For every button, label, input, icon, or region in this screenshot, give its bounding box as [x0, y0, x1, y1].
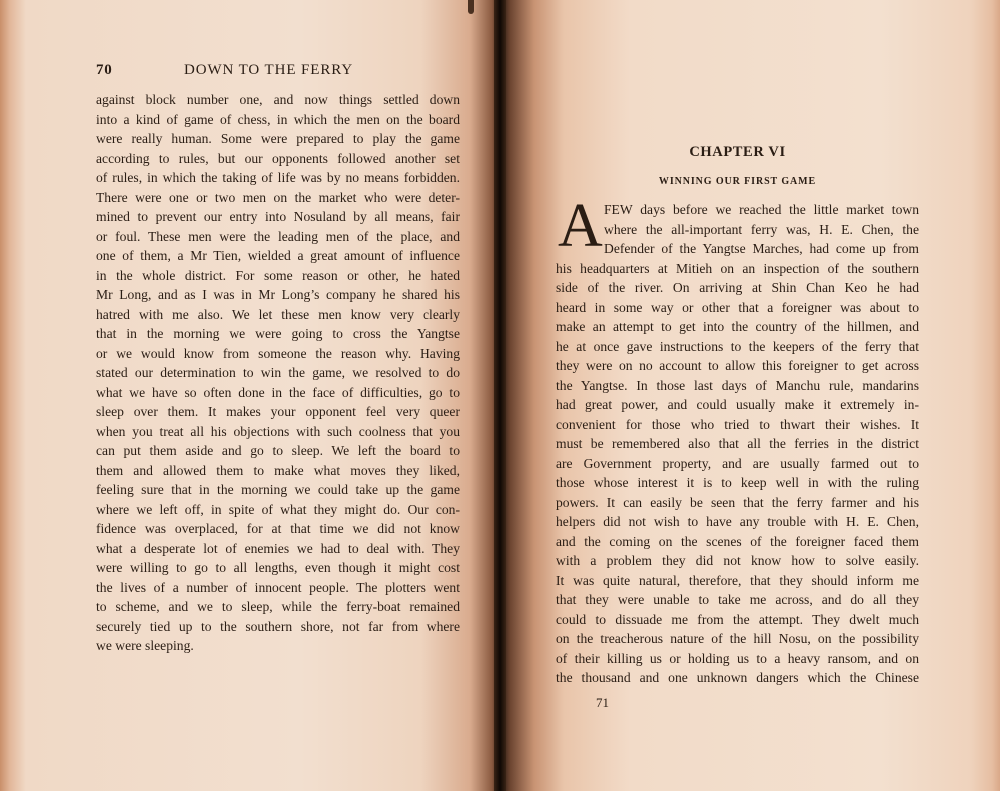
text-line: could to dissuade me from the attempt. They dwelt much — [556, 611, 919, 627]
text-line: FEW days before we reached the little market town — [604, 202, 919, 217]
left-page-number: 70 — [96, 62, 113, 78]
text-line: them and allowed them to make what moves they liked, — [96, 462, 460, 478]
text-line: when you treat all his objections with such coolness that you — [96, 423, 460, 439]
text-line: helpers did not wish to have any trouble with H. E. Chen, — [556, 514, 919, 529]
text-line: convenient for those who tried to thwart their wishes. It — [556, 416, 919, 432]
text-line: that they were unable to take me across, and do all they — [556, 592, 919, 607]
text-line: mined to prevent our entry into Nosuland by all means, fair — [96, 209, 460, 224]
right-page-content — [556, 144, 919, 688]
text-line: of their killing us or holding us to a heavy ransom, and on — [556, 650, 919, 666]
text-line: into a kind of game of chess, in which the men on the board — [96, 111, 460, 127]
text-line: where we left off, in spite of what they might do. Our con- — [96, 501, 460, 517]
text-line: with a problem they did not know how to solve easily. — [556, 553, 919, 568]
text-line: the Yangtse. In those last days of Manchu rule, mandarins — [556, 377, 919, 393]
text-line: are Government property, and are usually farmed out to — [556, 455, 919, 471]
left-page-content — [96, 62, 460, 656]
text-line: heard in some way or other that a foreigner was about to — [556, 299, 919, 315]
text-line: what we have so often done in the face of difficulties, go to — [96, 384, 460, 400]
text-line: stated our determination to win the game, we resolved to do — [96, 365, 460, 380]
text-line: or foul. These men were the leading men of the place, and — [96, 228, 460, 244]
text-line: were really human. Some were prepared to play the game — [96, 131, 460, 146]
chapter-title: CHAPTER VI — [689, 144, 786, 160]
text-line: Mr Long, and as I was in Mr Long’s company he shared his — [96, 287, 460, 302]
text-line: the thousand and one unknown dangers which the Chinese — [556, 670, 919, 685]
text-line: There were one or two men on the market who were deter- — [96, 189, 460, 205]
text-line: he at once gave instructions to the keepers of the ferry that — [556, 338, 919, 354]
text-line: Defender of the Yangtse Marches, had come up from — [604, 241, 919, 256]
text-line: we were sleeping. — [96, 638, 194, 653]
text-line: what a desperate lot of enemies we had to deal with. They — [96, 540, 460, 556]
right-page-text — [556, 192, 919, 688]
text-line: to scheme, and we to sleep, while the ferry-boat remained — [96, 599, 460, 614]
text-line: against block number one, and now things settled down — [96, 92, 460, 107]
text-line: in the whole district. For some reason or other, he hated — [96, 267, 460, 283]
text-line: those whose interest it is to keep well in with the ruling — [556, 475, 919, 490]
text-line: and the coming on the scenes of the foreigner faced them — [556, 533, 919, 549]
text-line: where the all-important ferry was, H. E. Chen, the — [604, 221, 919, 237]
left-page-text — [96, 90, 460, 656]
text-line: hatred with me also. We let these men know very clearly — [96, 306, 460, 322]
book-gutter — [494, 0, 506, 791]
text-line: of rules, in which the taking of life was by no means forbidden. — [96, 170, 460, 185]
text-line: his headquarters at Mitieh on an inspection of the southern — [556, 260, 919, 276]
text-line: It was quite natural, therefore, that they should inform me — [556, 572, 919, 588]
text-line: that in the morning we were going to cross the Yangtse — [96, 326, 460, 341]
text-line: side of the river. On arriving at Shin Chan Keo he had — [556, 280, 919, 295]
drop-cap: A — [558, 192, 603, 260]
text-line: can put them aside and go to sleep. We left the board to — [96, 443, 460, 458]
text-line: the lives of a number of innocent people. The plotters went — [96, 579, 460, 595]
text-line: one of them, a Mr Tien, wielded a great amount of influence — [96, 248, 460, 263]
right-page-number: 71 — [596, 695, 609, 710]
text-line: must be remembered also that all the ferries in the district — [556, 436, 919, 451]
page-edge-mark — [468, 0, 474, 14]
running-head-title: DOWN TO THE FERRY — [184, 62, 354, 78]
chapter-subtitle: WINNING OUR FIRST GAME — [658, 176, 817, 187]
text-line: powers. It can easily be seen that the ferry farmer and his — [556, 494, 919, 510]
text-line: fidence was overplaced, for at that time we did not know — [96, 521, 460, 536]
running-head — [96, 62, 460, 84]
text-line: sleep over them. It makes your opponent feel very queer — [96, 404, 460, 419]
text-line: make an attempt to get into the country of the hillmen, and — [556, 319, 919, 334]
text-line: had great power, and could usually make it extremely in- — [556, 397, 919, 412]
text-line: on the treacherous nature of the hill Nosu, on the possibility — [556, 631, 919, 646]
text-line: according to rules, but our opponents followed another set — [96, 150, 460, 166]
text-line: or we would know from someone the reason why. Having — [96, 345, 460, 361]
text-line: securely tied up to the southern shore, not far from where — [96, 618, 460, 634]
text-line: were willing to go to all lengths, even though it might cost — [96, 560, 460, 575]
text-line: they were on no account to allow this foreigner to get across — [556, 358, 919, 373]
text-line: feeling sure that in the morning we could take up the game — [96, 482, 460, 497]
